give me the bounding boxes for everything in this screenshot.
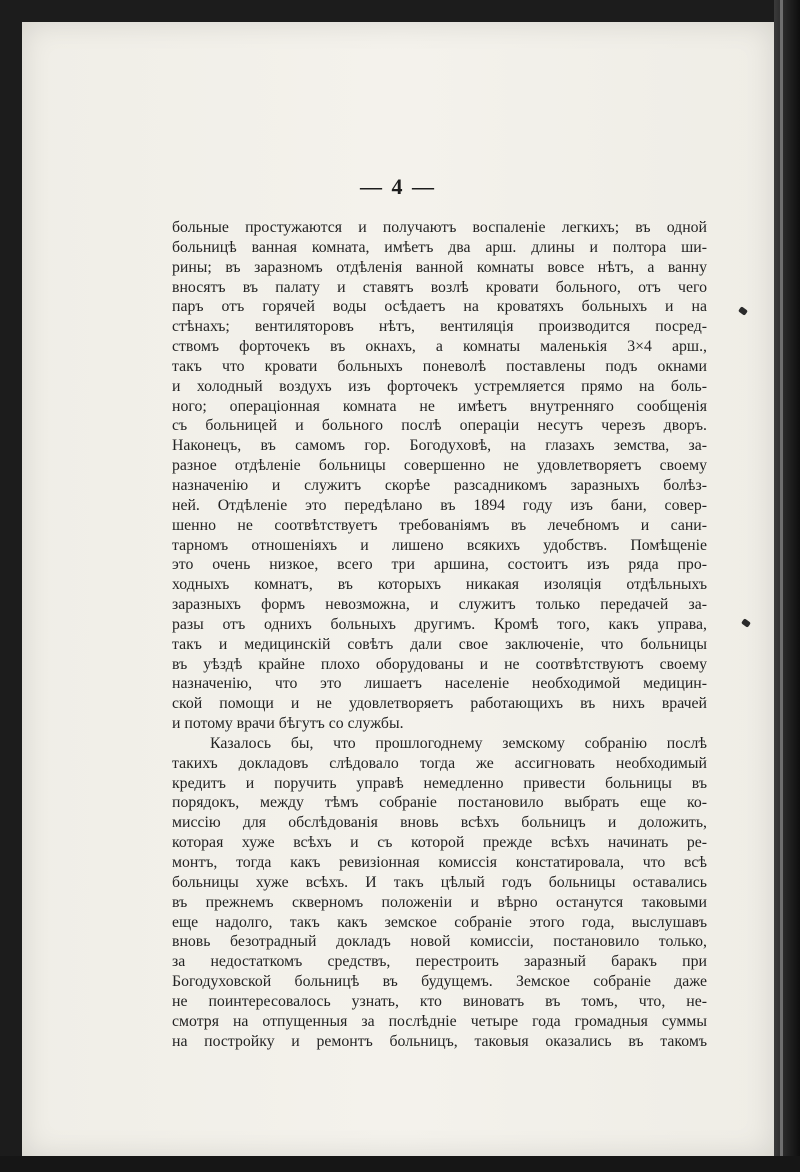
- text-line: тарномъ отношеніяхъ и лишено всякихъ удобствъ. Помѣщеніе: [172, 536, 707, 554]
- text-line: такъ что кровати больныхъ поневолѣ поставлены подъ окнами: [172, 357, 707, 375]
- text-line: Казалось бы, что прошлогоднему земскому собранію послѣ: [210, 734, 707, 752]
- text-line: ного; операціонная комната не имѣетъ внутренняго сообщенія: [172, 397, 707, 415]
- paper-page: [22, 22, 774, 1157]
- text-line: рины; въ заразномъ отдѣленія ванной комнаты вовсе нѣтъ, а ванну: [172, 258, 707, 276]
- text-line: шенно не соотвѣтствуетъ требованіямъ въ лечебномъ и сани-: [172, 516, 707, 534]
- text-line: и потому врачи бѣгутъ со службы.: [172, 715, 404, 733]
- text-line: ней. Отдѣленіе это передѣлано въ 1894 году изъ бани, совер-: [172, 496, 707, 514]
- scanner-bottom-edge: [0, 1156, 800, 1172]
- ink-speck: [738, 306, 748, 316]
- text-line: такихъ докладовъ слѣдовало тогда же ассигновать необходимый: [172, 754, 707, 772]
- text-line: разное отдѣленіе больницы совершенно не удовлетворяетъ своему: [172, 457, 707, 475]
- text-line: миссію для обслѣдованія вновь всѣхъ больницъ и доложить,: [172, 814, 707, 832]
- text-line: такъ и медицинскій совѣтъ дали свое заключеніе, что больницы: [172, 635, 707, 653]
- text-line: въ прежнемъ скверномъ положеніи и вѣрно останутся таковыми: [172, 893, 707, 911]
- text-line: больницы хуже всѣхъ. И такъ цѣлый годъ больницы оставались: [172, 873, 707, 891]
- text-line: порядокъ, между тѣмъ собраніе постановило выбрать еще ко-: [172, 794, 707, 812]
- text-line: Наконецъ, въ самомъ гор. Богодуховѣ, на глазахъ земства, за-: [172, 437, 707, 455]
- text-line: смотря на отпущенныя за послѣдніе четыре года громадныя суммы: [172, 1012, 707, 1030]
- body-text: [172, 218, 707, 1051]
- text-line: ской помощи и не удовлетворяетъ работающихъ въ нихъ врачей: [172, 695, 707, 713]
- text-line: это очень низкое, всего три аршина, состоитъ изъ ряда про-: [172, 556, 707, 574]
- text-line: заразныхъ формъ невозможна, и служитъ только передачей за-: [172, 596, 707, 614]
- text-line: назначенію и служитъ скорѣе разсадникомъ заразныхъ болѣз-: [172, 476, 707, 494]
- text-line: въ уѣздѣ крайне плохо оборудованы и не соотвѣтствуютъ своему: [172, 655, 707, 673]
- text-line: больницѣ ванная комната, имѣетъ два арш. длины и полтора ши-: [172, 238, 707, 256]
- text-line: за недостаткомъ средствъ, перестроить заразный баракъ при: [172, 953, 707, 971]
- text-line: паръ отъ горячей воды осѣдаетъ на кроватяхъ больныхъ и на: [172, 298, 707, 316]
- page-number: — 4 —: [360, 174, 436, 199]
- text-line: кредитъ и поручить управѣ немедленно привести больницы въ: [172, 774, 707, 792]
- text-line: не поинтересовалось узнать, кто виноватъ въ томъ, что, не-: [172, 992, 707, 1010]
- text-line: ходныхъ комнатъ, въ которыхъ никакая изоляція отдѣльныхъ: [172, 576, 707, 594]
- text-line: вносятъ въ палату и ставятъ возлѣ кровати больного, отъ чего: [172, 278, 707, 296]
- text-line: монтъ, тогда какъ ревизіонная комиссія констатировала, что всѣ: [172, 854, 707, 871]
- text-line: которая хуже всѣхъ и съ которой прежде всѣхъ начинать ре-: [172, 834, 707, 852]
- ink-speck: [741, 618, 751, 628]
- text-line: стѣнахъ; вентиляторовъ нѣтъ, вентиляція производится посред-: [172, 318, 707, 336]
- text-line: на постройку и ремонтъ больницъ, таковыя оказались въ такомъ: [172, 1032, 707, 1050]
- text-line: еще надолго, такъ какъ земское собраніе этого года, выслушавъ: [172, 913, 707, 931]
- text-line: Богодуховской больницѣ въ будущемъ. Земское собраніе даже: [172, 973, 707, 991]
- text-line: съ больницей и больного послѣ операціи несутъ черезъ дворъ.: [172, 417, 707, 435]
- text-line: вновь безотрадный докладъ новой комиссіи, постановило только,: [172, 933, 707, 951]
- text-line: назначенію, что это лишаетъ населеніе необходимой медицин-: [172, 675, 707, 693]
- text-line: и холодный воздухъ изъ форточекъ устремляется прямо на боль-: [172, 377, 707, 395]
- text-line: разы отъ однихъ больныхъ другимъ. Кромѣ того, какъ управа,: [172, 615, 707, 633]
- text-line: больные простужаются и получаютъ воспаленіе легкихъ; въ одной: [172, 219, 707, 236]
- scanner-right-edge: [774, 0, 800, 1172]
- text-line: ствомъ форточекъ въ окнахъ, а комнаты маленькія 3×4 арш.,: [172, 338, 707, 356]
